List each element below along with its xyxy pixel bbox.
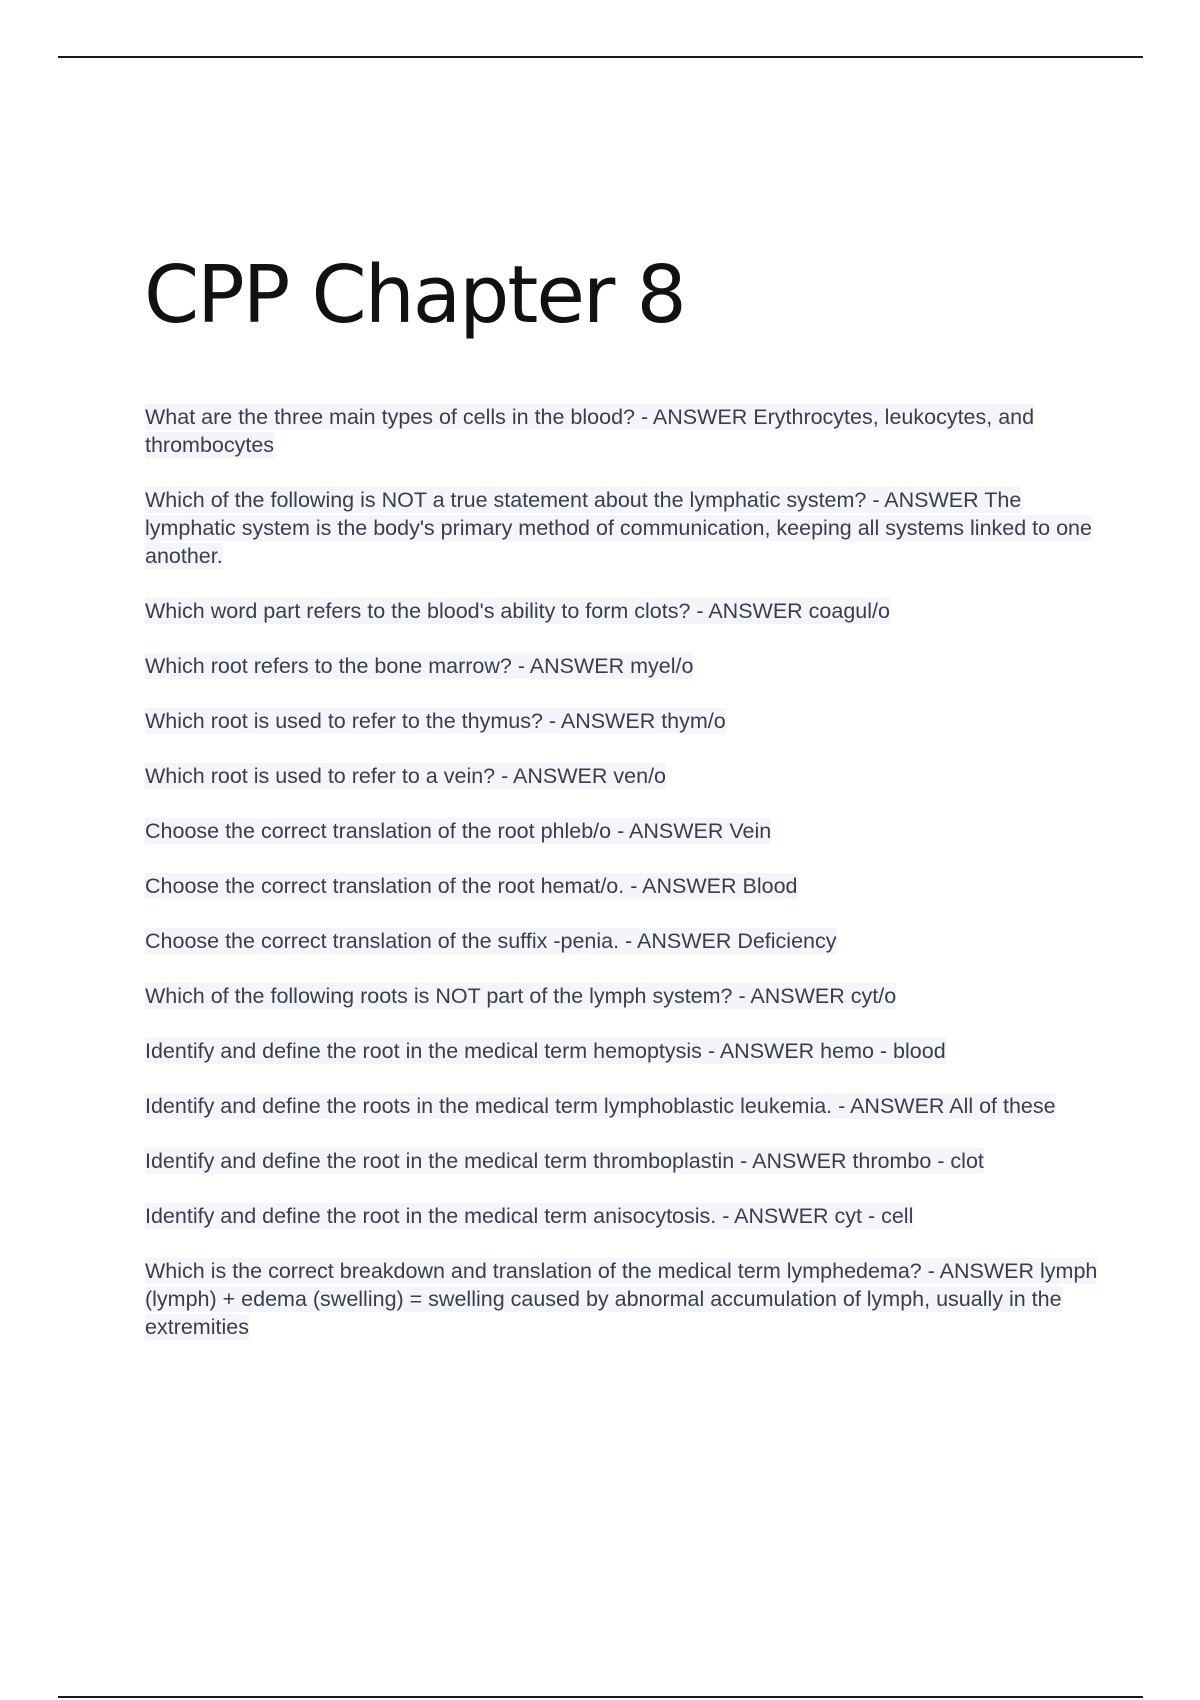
- qa-item-12: [145, 1092, 1105, 1120]
- top-divider: [58, 56, 1143, 58]
- qa-text: Which word part refers to the blood's ability to form clots? - ANSWER coagul/o: [145, 599, 890, 623]
- qa-text: Which root is used to refer to the thymus? - ANSWER thym/o: [145, 709, 726, 733]
- qa-item-8: [145, 872, 1105, 900]
- qa-text: Choose the correct translation of the root hemat/o. - ANSWER Blood: [145, 874, 798, 898]
- qa-item-4: [145, 652, 1105, 680]
- qa-item-7: [145, 817, 1105, 845]
- qa-text: Identify and define the root in the medical term thromboplastin - ANSWER thrombo - clot: [145, 1149, 984, 1173]
- qa-item-14: [145, 1202, 1105, 1230]
- qa-text: Which of the following is NOT a true statement about the lymphatic system? - ANSWER The lymphatic system is the body's primary method of communication, keeping all systems linked to one another.: [145, 488, 1092, 568]
- qa-item-11: [145, 1037, 1105, 1065]
- qa-list: [145, 403, 1105, 1368]
- qa-text: Identify and define the roots in the medical term lymphoblastic leukemia. - ANSWER All of these: [145, 1094, 1056, 1118]
- qa-item-1: [145, 403, 1105, 459]
- qa-text: Which of the following roots is NOT part of the lymph system? - ANSWER cyt/o: [145, 984, 897, 1008]
- qa-text: Which root refers to the bone marrow? - ANSWER myel/o: [145, 654, 694, 678]
- qa-text: Which root is used to refer to a vein? - ANSWER ven/o: [145, 764, 666, 788]
- qa-item-2: [145, 486, 1105, 570]
- qa-item-15: [145, 1257, 1105, 1341]
- qa-text: Identify and define the root in the medical term hemoptysis - ANSWER hemo - blood: [145, 1039, 946, 1063]
- qa-text: Choose the correct translation of the suffix -penia. - ANSWER Deficiency: [145, 929, 837, 953]
- qa-item-3: [145, 597, 1105, 625]
- qa-item-9: [145, 927, 1105, 955]
- qa-item-6: [145, 762, 1105, 790]
- bottom-divider: [58, 1696, 1143, 1698]
- qa-item-13: [145, 1147, 1105, 1175]
- qa-text: What are the three main types of cells in the blood? - ANSWER Erythrocytes, leukocytes, and thrombocytes: [145, 405, 1035, 457]
- qa-text: Choose the correct translation of the root phleb/o - ANSWER Vein: [145, 819, 772, 843]
- qa-item-5: [145, 707, 1105, 735]
- qa-item-10: [145, 982, 1105, 1010]
- page-title: CPP Chapter 8: [144, 249, 685, 341]
- qa-text: Identify and define the root in the medical term anisocytosis. - ANSWER cyt - cell: [145, 1204, 914, 1228]
- qa-text: Which is the correct breakdown and translation of the medical term lymphedema? - ANSWER lymph (lymph) + edema (swelling) = swelling caused by abnormal accumulation of lymph, usually in the extremities: [145, 1259, 1098, 1339]
